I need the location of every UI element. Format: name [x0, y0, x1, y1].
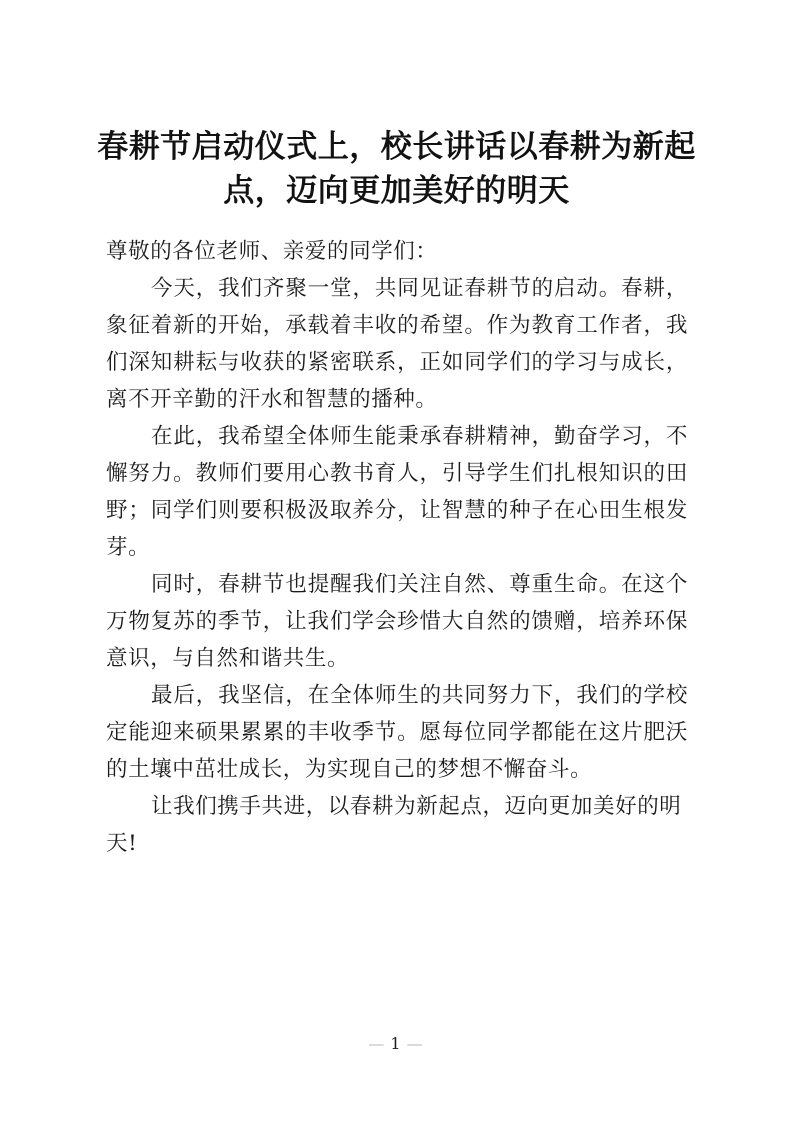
- footer-dash-left: —: [368, 1034, 387, 1053]
- salutation-line: 尊敬的各位老师、亲爱的同学们：: [106, 239, 438, 264]
- body-paragraph-1: 今天，我们齐聚一堂，共同见证春耕节的启动。春耕，象征着新的开始，承载着丰收的希望。作为教育工作者，我们深知耕耘与收获的紧密联系，正如同学们的学习与成长，离不开辛勤的汗水和智慧的播种。: [106, 276, 688, 412]
- body-paragraph-3: 同时，春耕节也提醒我们关注自然、尊重生命。在这个万物复苏的季节，让我们学会珍惜大自然的馈赠，培养环保意识，与自然和谐共生。: [106, 572, 688, 671]
- footer-page-number: 1: [390, 1034, 403, 1053]
- footer-dash-right: —: [406, 1034, 425, 1053]
- body-paragraph-2: 在此，我希望全体师生能秉承春耕精神，勤奋学习，不懈努力。教师们要用心教书育人，引导学生们扎根知识的田野；同学们则要积极汲取养分，让智慧的种子在心田生根发芽。: [106, 424, 688, 560]
- page-footer: [0, 1034, 793, 1053]
- body-paragraph-5: 让我们携手共进，以春耕为新起点，迈向更加美好的明天!: [106, 794, 682, 856]
- document-body: [106, 233, 688, 862]
- body-paragraph-4: 最后，我坚信，在全体师生的共同努力下，我们的学校定能迎来硕果累累的丰收季节。愿每位同学都能在这片肥沃的土壤中茁壮成长，为实现自己的梦想不懈奋斗。: [106, 683, 688, 782]
- page-title: 春耕节启动仪式上，校长讲话以春耕为新起点，迈向更加美好的明天: [97, 128, 696, 208]
